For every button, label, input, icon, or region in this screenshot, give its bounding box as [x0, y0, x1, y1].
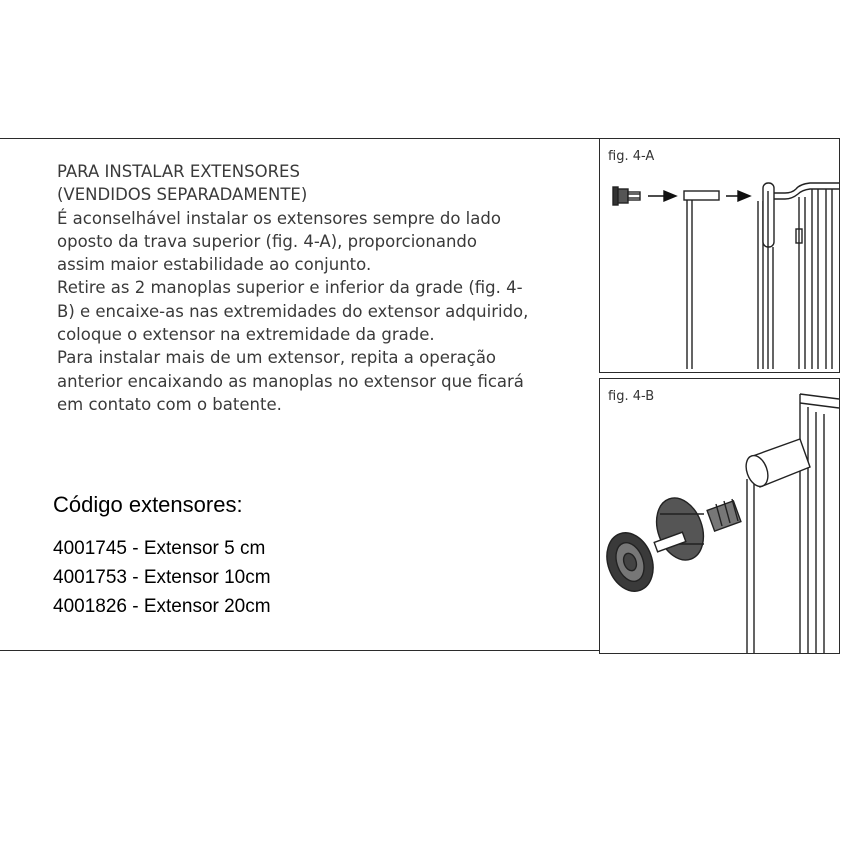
manopla-detail-diagram [600, 379, 839, 653]
instruction-line: em contato com o batente. [57, 394, 282, 414]
manopla-knob-icon [600, 491, 712, 597]
instruction-line: oposto da trava superior (fig. 4-A), proporcionando [57, 231, 477, 251]
arrow-right-icon [726, 191, 750, 201]
code-item: 4001826 - Extensor 20cm [53, 596, 271, 617]
instruction-line: anterior encaixando as manoplas no extensor que ficará [57, 371, 524, 391]
manopla-icon [613, 187, 640, 205]
instruction-line: (VENDIDOS SEPARADAMENTE) [57, 185, 308, 205]
instruction-line: B) e encaixe-as nas extremidades do extensor adquirido, [57, 301, 529, 321]
instruction-line: PARA INSTALAR EXTENSORES [57, 162, 300, 181]
extensor-diagram [600, 139, 839, 372]
codes-list [53, 534, 271, 621]
threaded-connector [707, 499, 741, 531]
instruction-line: Retire as 2 manoplas superior e inferior da grade (fig. 4- [57, 278, 523, 298]
extensor-piece [684, 191, 719, 369]
figure-4a [599, 138, 840, 373]
installation-instructions [57, 160, 592, 416]
arrow-right-icon [648, 191, 676, 201]
instruction-line: coloque o extensor na extremidade da grade. [57, 325, 435, 345]
gate-frame [758, 183, 839, 369]
top-divider [0, 138, 600, 139]
code-item: 4001753 - Extensor 10cm [53, 567, 271, 588]
gate-frame [747, 394, 839, 653]
instruction-line: assim maior estabilidade ao conjunto. [57, 255, 372, 275]
figure-4b-label: fig. 4-B [608, 389, 655, 404]
instruction-line: É aconselhável instalar os extensores sempre do lado [57, 208, 501, 228]
codes-title: Código extensores: [53, 492, 243, 517]
code-item: 4001745 - Extensor 5 cm [53, 538, 266, 559]
bottom-divider [0, 650, 600, 651]
instruction-line: Para instalar mais de um extensor, repita a operação [57, 348, 497, 368]
figure-4a-label: fig. 4-A [608, 149, 655, 164]
figure-4b [599, 378, 840, 654]
